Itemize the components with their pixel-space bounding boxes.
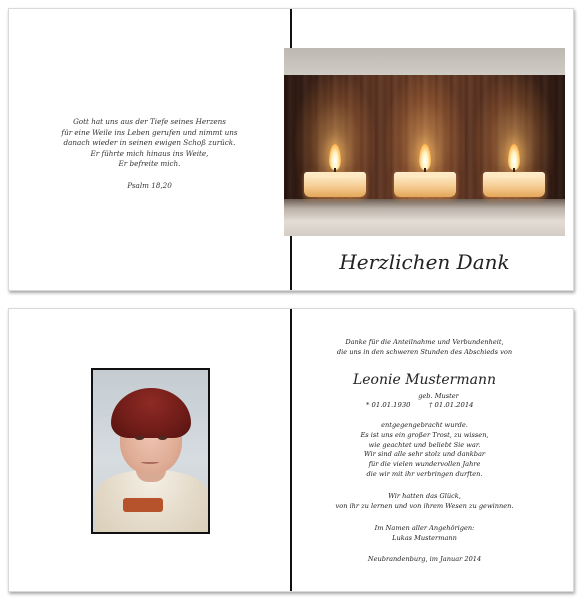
bible-verse bbox=[9, 117, 290, 192]
photo-top-strip bbox=[284, 48, 565, 75]
birth-date: * 01.01.1930 bbox=[366, 401, 411, 409]
verse-line: Er führte mich hinaus ins Weite, bbox=[90, 148, 209, 158]
portrait-hair bbox=[111, 388, 191, 438]
portrait-collar bbox=[123, 498, 163, 512]
verse-line: Gott hat uns aus der Tiefe seines Herzens bbox=[73, 117, 226, 126]
portrait-eye bbox=[158, 436, 167, 440]
thanks-closing bbox=[284, 492, 565, 512]
death-date: † 01.01.2014 bbox=[429, 401, 474, 409]
verse-line: für eine Weile ins Leben gerufen und nimmt uns bbox=[61, 127, 238, 137]
candle-flame-icon bbox=[508, 144, 520, 170]
candle-flame-icon bbox=[419, 144, 431, 170]
thanks-intro bbox=[284, 338, 565, 358]
candle-flame-icon bbox=[329, 144, 341, 170]
portrait-mouth bbox=[141, 460, 159, 464]
text-line: die uns in den schweren Stunden des Abschieds von bbox=[336, 347, 513, 356]
text-line: Wir sind alle sehr stolz und dankbar bbox=[363, 450, 486, 459]
thanks-signature bbox=[284, 524, 565, 544]
verse-line: danach wieder in seinen ewigen Schoß zurück. bbox=[63, 138, 236, 148]
thanks-tribute bbox=[284, 421, 565, 480]
text-line: entgegengebracht wurde. bbox=[381, 421, 468, 429]
tealight-candle bbox=[483, 172, 545, 197]
born-name: geb. Muster bbox=[418, 392, 459, 400]
text-line: von ihr zu lernen und von ihrem Wesen zu gewinnen. bbox=[335, 501, 514, 510]
text-line: Es ist uns ein großer Trost, zu wissen, bbox=[360, 430, 489, 439]
text-line: Wir hatten das Glück, bbox=[388, 492, 461, 500]
text-line: Danke für die Anteilnahme und Verbundenheit, bbox=[345, 338, 504, 346]
text-line: wie geachtet und beliebt Sie war. bbox=[368, 440, 481, 449]
verse-line: Er befreite mich. bbox=[118, 159, 181, 169]
portrait-photo bbox=[91, 368, 210, 534]
card-title: Herzlichen Dank bbox=[339, 250, 510, 274]
shelf-reflection bbox=[284, 199, 565, 236]
text-line: Im Namen aller Angehörigen: bbox=[374, 524, 475, 532]
portrait-eye bbox=[135, 436, 144, 440]
deceased-name: Leonie Mustermann bbox=[352, 372, 497, 388]
text-line: Lukas Mustermann bbox=[392, 533, 457, 542]
text-line: die wir mit ihr verbringen durften. bbox=[366, 469, 483, 478]
tealight-candle bbox=[304, 172, 366, 197]
place-and-date: Neubrandenburg, im Januar 2014 bbox=[367, 555, 482, 563]
tealight-candle bbox=[394, 172, 456, 197]
candles-photo bbox=[284, 48, 565, 236]
text-line: für die vielen wundervollen Jahre bbox=[368, 460, 481, 469]
verse-reference: Psalm 18,20 bbox=[127, 180, 172, 190]
